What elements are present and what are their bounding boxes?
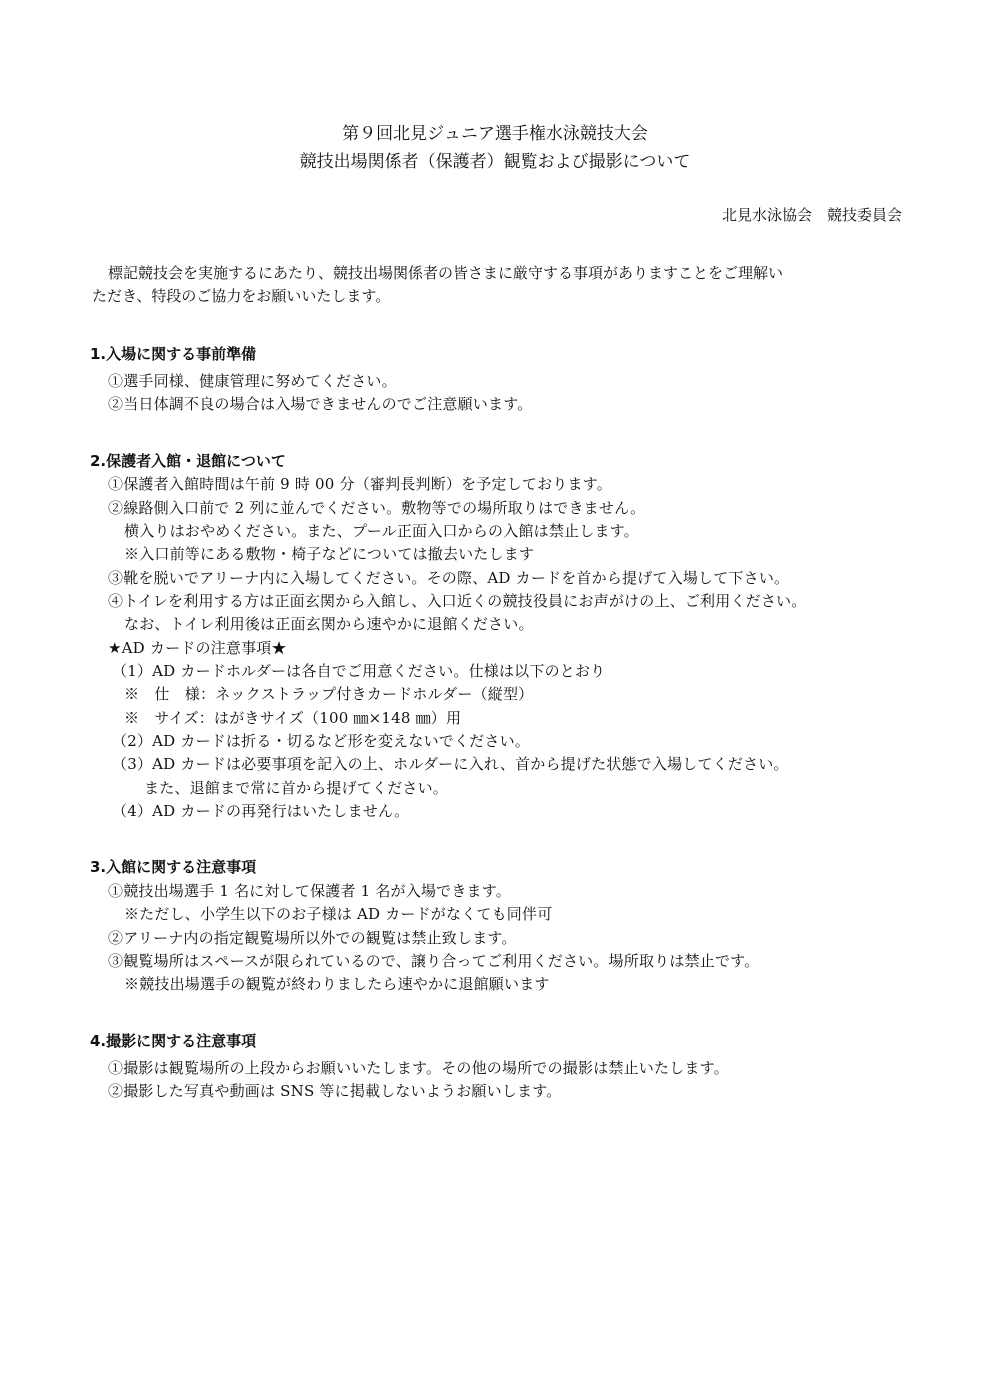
intro-line2: ただき、特段のご協力をお願いいたします。 (92, 287, 391, 305)
section-1-line: ②当日体調不良の場合は入場できませんのでご注意願います。 (108, 395, 533, 413)
section-2-line: ※ 仕 様：ネックストラップ付きカードホルダー（縦型） (124, 685, 534, 703)
section-2-line: 横入りはおやめください。また、プール正面入口からの入館は禁止します。 (124, 522, 639, 540)
section-heading-3: 3.入館に関する注意事項 (90, 858, 257, 876)
intro-line1: 標記競技会を実施するにあたり、競技出場関係者の皆さまに厳守する事項がありますことをご理解い (108, 264, 784, 282)
section-2-line: なお、トイレ利用後は正面玄関から速やかに退館ください。 (124, 615, 534, 633)
section-heading-2: 2.保護者入館・退館について (90, 452, 286, 470)
document-title-line2: 競技出場関係者（保護者）観覧および撮影について (299, 152, 691, 172)
document-title-line1: 第９回北見ジュニア選手権水泳競技大会 (342, 124, 648, 144)
section-2-line: ④トイレを利用する方は正面玄関から入館し、入口近くの競技役員にお声がけの上、ご利用ください。 (108, 592, 807, 610)
section-2-line: ※入口前等にある敷物・椅子などについては撤去いたします (124, 545, 535, 563)
section-3-line: ※ただし、小学生以下のお子様は AD カードがなくても同伴可 (124, 905, 553, 923)
section-3-line: ※競技出場選手の観覧が終わりましたら速やかに退館願います (124, 975, 550, 993)
ad-card-notes-heading: ★AD カードの注意事項★ (108, 639, 287, 657)
section-2-line: ②線路側入口前で 2 列に並んでください。敷物等での場所取りはできません。 (108, 499, 646, 517)
organizer: 北見水泳協会 競技委員会 (721, 206, 902, 224)
section-4-line: ②撮影した写真や動画は SNS 等に掲載しないようお願いします。 (108, 1082, 562, 1100)
section-3-line: ③観覧場所はスペースが限られているので、譲り合ってご利用ください。場所取りは禁止です。 (108, 952, 760, 970)
section-2-line: ③靴を脱いでアリーナ内に入場してください。その際、AD カードを首から提げて入場して下さい。 (108, 569, 790, 587)
section-2-line: （2）AD カードは折る・切るなど形を変えないでください。 (112, 732, 530, 750)
section-3-line: ①競技出場選手 1 名に対して保護者 1 名が入場できます。 (108, 882, 511, 900)
section-2-line: （1）AD カードホルダーは各自でご用意ください。仕様は以下のとおり (112, 662, 606, 680)
section-4-line: ①撮影は観覧場所の上段からお願いいたします。その他の場所での撮影は禁止いたします。 (108, 1059, 729, 1077)
section-2-line: （4）AD カードの再発行はいたしません。 (112, 802, 410, 820)
section-2-line: ※ サイズ：はがきサイズ（100 ㎜×148 ㎜）用 (124, 709, 462, 727)
section-1-line: ①選手同様、健康管理に努めてください。 (108, 372, 397, 390)
section-2-line: また、退館まで常に首から提げてください。 (144, 779, 449, 797)
section-heading-1: 1.入場に関する事前準備 (90, 345, 257, 363)
section-2-line: ①保護者入館時間は午前 9 時 00 分（審判長判断）を予定しております。 (108, 475, 612, 493)
section-3-line: ②アリーナ内の指定観覧場所以外での観覧は禁止致します。 (108, 929, 517, 947)
section-2-line: （3）AD カードは必要事項を記入の上、ホルダーに入れ、首から提げた状態で入場してください。 (112, 755, 789, 773)
section-heading-4: 4.撮影に関する注意事項 (90, 1032, 257, 1050)
